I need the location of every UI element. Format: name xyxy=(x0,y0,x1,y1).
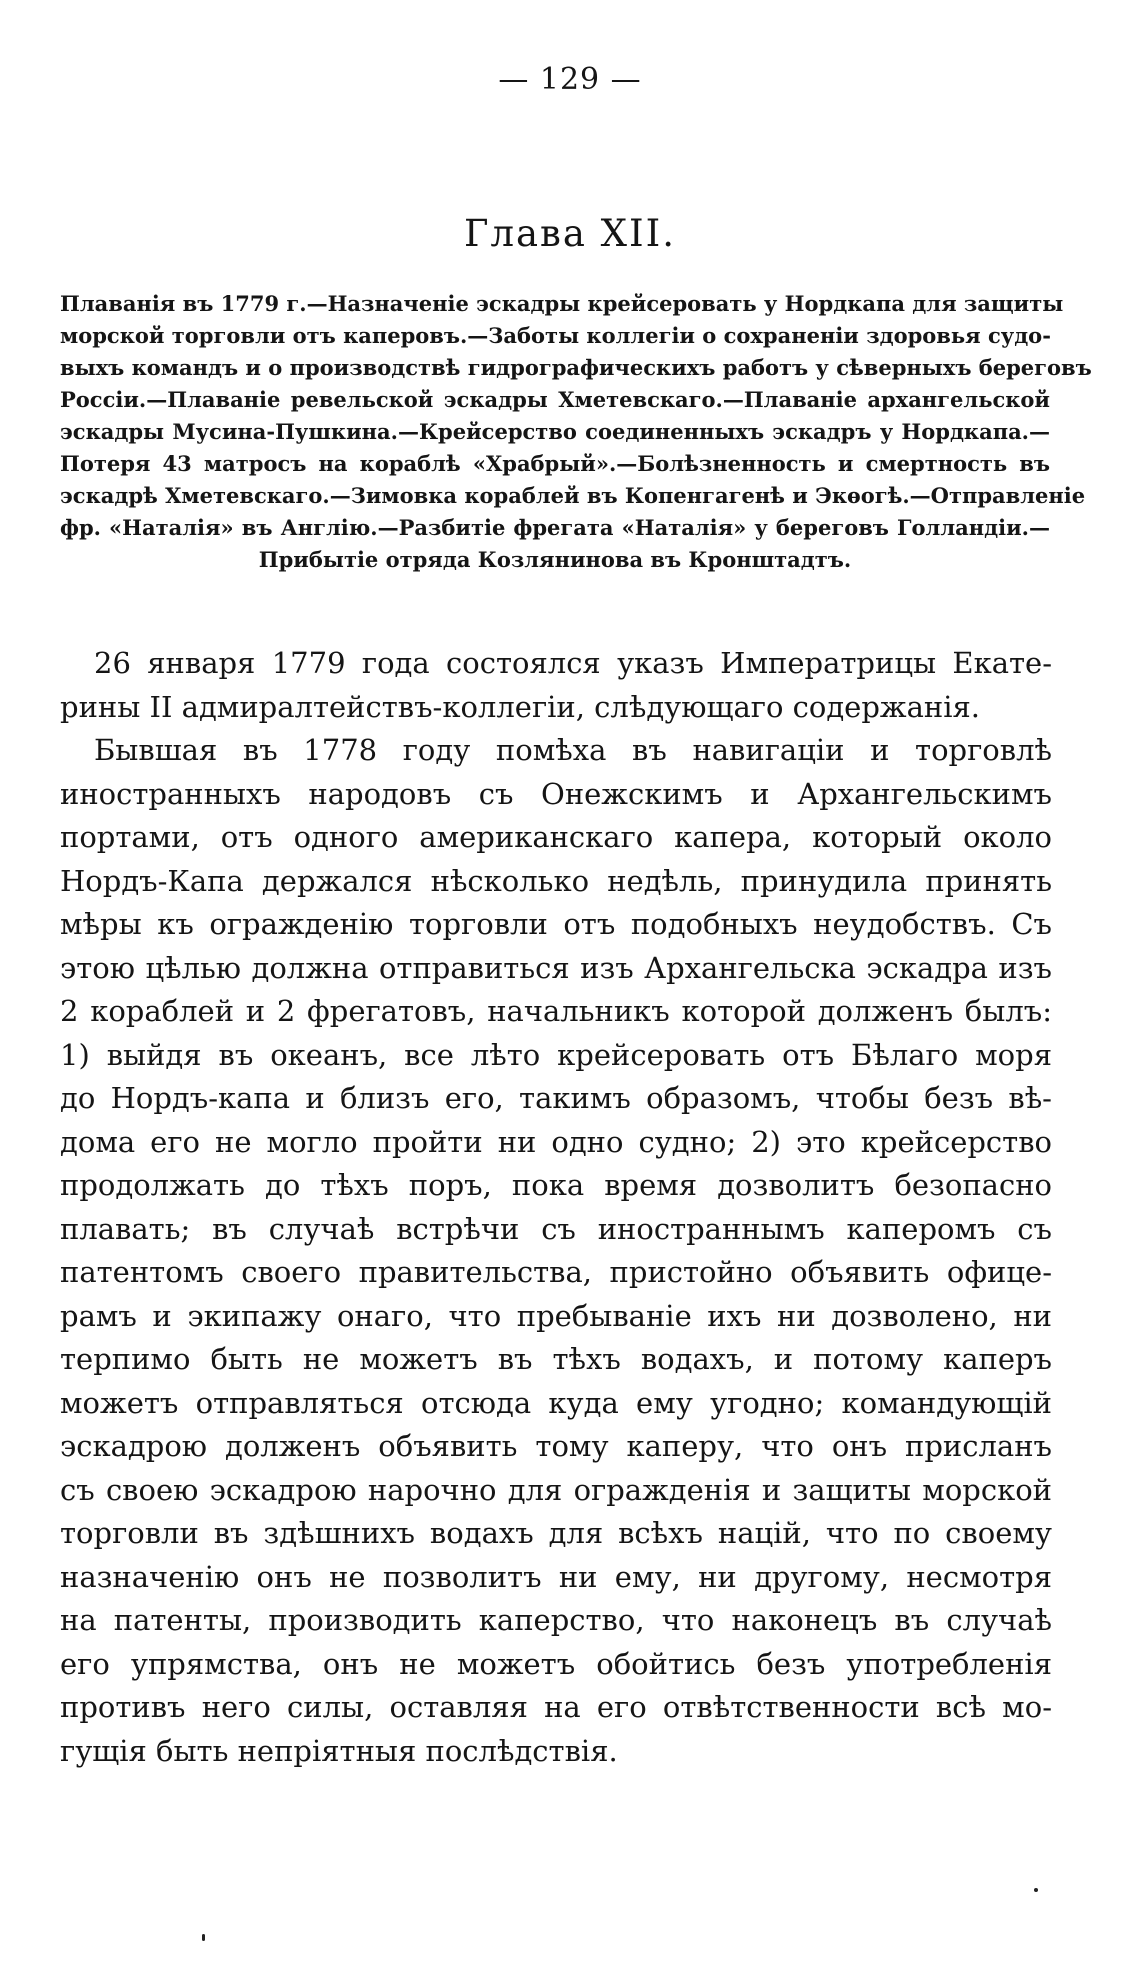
text-line: портами, отъ одного американскаго капера, который около xyxy=(60,820,1052,854)
summary-line: эскадры Мусина-Пушкина.—Крейсерство соединенныхъ эскадръ у Нордкапа.— xyxy=(60,419,1050,444)
text-line: плавать; въ случаѣ встрѣчи съ иностраннымъ каперомъ съ xyxy=(60,1211,1052,1246)
text-line: рамъ и экипажу онаго, что пребываніе ихъ ни дозволено, ни xyxy=(60,1298,1052,1333)
paragraph-2 xyxy=(60,729,1052,1773)
text-line: назначенію онъ не позволитъ ни ему, ни другому, несмотря xyxy=(60,1559,1052,1594)
text-line: терпимо быть не можетъ въ тѣхъ водахъ, и потому каперъ xyxy=(60,1342,1052,1376)
summary-line: выхъ командъ и о производствѣ гидрографическихъ работъ у сѣверныхъ береговъ xyxy=(60,355,1092,380)
summary-line: Плаванія въ 1779 г.—Назначеніе эскадры крейсеровать у Нордкапа для защиты xyxy=(60,291,1064,316)
summary-line: Россіи.—Плаваніе ревельской эскадры Хметевскаго.—Плаваніе архангельской xyxy=(60,387,1050,412)
paragraph-1 xyxy=(60,642,1052,729)
summary-line: Потеря 43 матросъ на кораблѣ «Храбрый».—Болѣзненность и смертность въ xyxy=(60,451,1050,476)
print-speck xyxy=(202,1934,205,1941)
summary-line: фр. «Наталія» въ Англію.—Разбитіе фрегата «Наталія» у береговъ Голландіи.— xyxy=(60,515,1050,540)
text-line: дома его не могло пройти ни одно судно; 2) это крейсерство xyxy=(60,1124,1052,1159)
text-line: гущія быть непріятныя послѣдствія. xyxy=(60,1733,618,1768)
text-line: его упрямства, онъ не можетъ обойтись безъ употребленія xyxy=(60,1646,1052,1681)
text-line: иностранныхъ народовъ съ Онежскимъ и Архангельскимъ xyxy=(60,776,1052,811)
text-line: 1) выйдя въ океанъ, все лѣто крейсеровать отъ Бѣлаго моря xyxy=(60,1037,1052,1072)
text-line: на патенты, производить каперство, что наконецъ въ случаѣ xyxy=(60,1603,1052,1637)
text-line: противъ него силы, оставляя на его отвѣтственности всѣ мо- xyxy=(60,1690,1052,1724)
summary-line: морской торговли отъ каперовъ.—Заботы коллегіи о сохраненіи здоровья судо- xyxy=(60,323,1051,348)
chapter-title: Глава XII. xyxy=(463,212,677,255)
page-number: — 129 — xyxy=(498,62,642,97)
text-line: Бывшая въ 1778 году помѣха въ навигаціи и торговлѣ xyxy=(94,733,1052,767)
text-line: съ своею эскадрою нарочно для огражденія и защиты морской xyxy=(60,1472,1052,1507)
text-line: Нордъ-Капа держался нѣсколько недѣль, принудила принять xyxy=(60,863,1052,898)
text-line: мѣры къ огражденію торговли отъ подобныхъ неудобствъ. Съ xyxy=(60,907,1052,941)
chapter-summary xyxy=(60,288,1092,576)
summary-line: эскадрѣ Хметевскаго.—Зимовка кораблей въ Копенгагенѣ и Экѳогѣ.—Отправленіе xyxy=(60,483,1086,508)
text-line: 2 кораблей и 2 фрегатовъ, начальникъ которой долженъ былъ: xyxy=(60,994,1052,1028)
text-line: эскадрою долженъ объявить тому каперу, что онъ присланъ xyxy=(60,1429,1052,1463)
body-text xyxy=(60,642,1052,1773)
summary-line: Прибытіе отряда Козлянинова въ Кронштадтъ. xyxy=(258,547,852,572)
text-line: можетъ отправляться отсюда куда ему угодно; командующій xyxy=(60,1385,1052,1420)
text-line: патентомъ своего правительства, пристойно объявить офице- xyxy=(60,1255,1052,1289)
text-line: до Нордъ-капа и близъ его, такимъ образомъ, чтобы безъ вѣ- xyxy=(60,1081,1052,1115)
text-line: торговли въ здѣшнихъ водахъ для всѣхъ націй, что по своему xyxy=(60,1516,1052,1550)
print-speck xyxy=(1034,1888,1038,1892)
text-line: 26 января 1779 года состоялся указъ Императрицы Екате- xyxy=(94,646,1052,680)
text-line: рины II адмиралтействъ-коллегіи, слѣдующаго содержанія. xyxy=(60,689,980,724)
text-line: продолжать до тѣхъ поръ, пока время дозволитъ безопасно xyxy=(60,1168,1052,1202)
text-line: этою цѣлью должна отправиться изъ Архангельска эскадра изъ xyxy=(60,950,1052,985)
